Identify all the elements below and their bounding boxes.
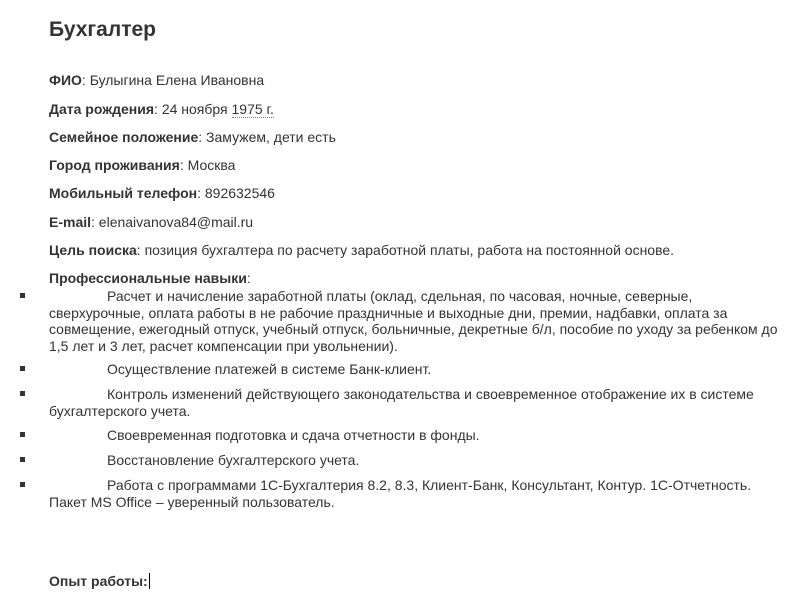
birth-date-field: Дата рождения: 24 ноября 1975 г. xyxy=(49,101,274,117)
birth-date-day: 24 ноября xyxy=(161,101,232,117)
phone-label: Мобильный телефон xyxy=(49,185,198,201)
text-cursor xyxy=(149,573,150,589)
email-label: E-mail xyxy=(49,214,92,230)
bullet-marker xyxy=(20,457,25,462)
skill-item: Восстановление бухгалтерского учета. xyxy=(107,452,360,468)
bullet-marker xyxy=(20,482,25,487)
email-value: elenaivanova84@mail.ru xyxy=(98,214,254,230)
fio-label: ФИО xyxy=(49,72,82,88)
resume-title: Бухгалтер xyxy=(49,18,156,41)
city-value: Москва xyxy=(187,157,236,173)
fio-field: ФИО: Булыгина Елена Ивановна xyxy=(49,72,265,88)
birth-date-year[interactable]: 1975 г. xyxy=(231,101,274,117)
birth-date-label: Дата рождения xyxy=(49,101,155,117)
experience-label: Опыт работы: xyxy=(49,573,148,589)
skill-item: Своевременная подготовка и сдача отчетности в фонды. xyxy=(107,427,480,443)
skill-item: Контроль изменений действующего законодательства и своевременное отображение их в системе бухгалтерского учета. xyxy=(49,386,754,419)
skill-item: Расчет и начисление заработной платы (оклад, сдельная, по часовая, ночные, северные, сверхурочные, оплата работы в не рабочие праздничные и выходные дни, премии, надбавки, оплата за совмещение, ежегодный отпуск, учебный отпуск, больничные, декретные б/л, пособие по уходу за ребенком до 1,5 лет и 3 лет, расчет компенсации при увольнении). xyxy=(49,288,778,354)
email-field: E-mail: elenaivanova84@mail.ru xyxy=(49,214,254,230)
family-status-field: Семейное положение: Замужем, дети есть xyxy=(49,129,336,145)
skills-label: Профессиональные навыки xyxy=(49,270,247,286)
skills-heading: Профессиональные навыки: xyxy=(49,270,251,286)
skill-item: Осуществление платежей в системе Банк-клиент. xyxy=(107,361,432,377)
goal-label: Цель поиска xyxy=(49,242,137,258)
family-status-value: Замужем, дети есть xyxy=(206,129,336,145)
phone-value: 892632546 xyxy=(204,185,275,201)
bullet-marker xyxy=(20,432,25,437)
goal-value: позиция бухгалтера по расчету заработной платы, работа на постоянной основе. xyxy=(144,242,675,258)
bullet-marker xyxy=(20,293,25,298)
fio-value: Булыгина Елена Ивановна xyxy=(89,72,265,88)
bullet-marker xyxy=(20,391,25,396)
goal-field: Цель поиска: позиция бухгалтера по расчету заработной платы, работа на постоянной основе. xyxy=(49,242,675,258)
skill-item: Работа с программами 1С-Бухгалтерия 8.2, 8.3, Клиент-Банк, Консультант, Контур. 1С-Отчетность. Пакет MS Office – уверенный пользователь. xyxy=(49,477,752,510)
family-status-label: Семейное положение xyxy=(49,129,199,145)
bullet-marker xyxy=(20,366,25,371)
experience-heading xyxy=(49,573,150,590)
city-field: Город проживания: Москва xyxy=(49,157,236,173)
phone-field: Мобильный телефон: 892632546 xyxy=(49,185,275,201)
city-label: Город проживания xyxy=(49,157,180,173)
